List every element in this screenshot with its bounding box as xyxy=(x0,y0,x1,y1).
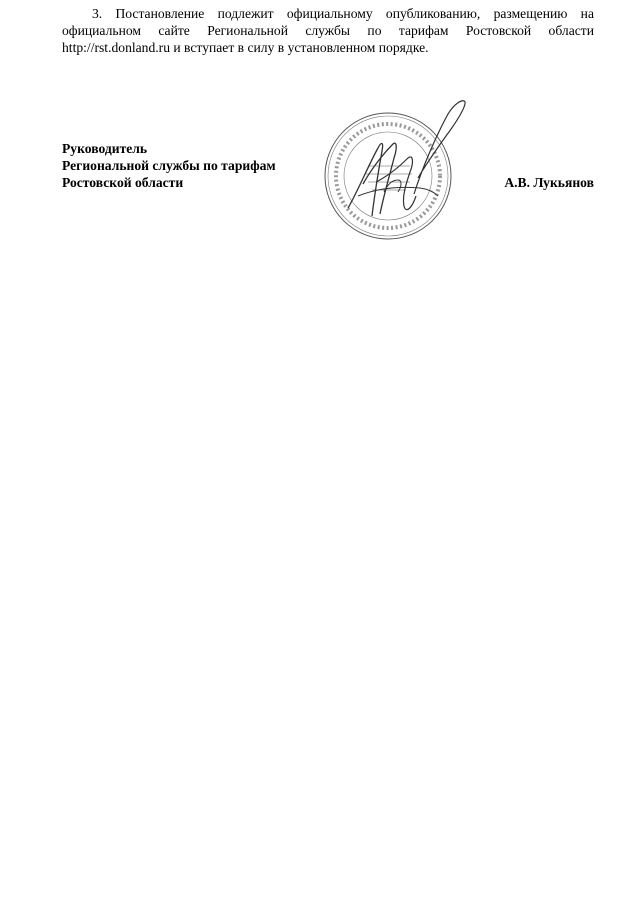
signer-position-line-2: Региональной службы по тарифам xyxy=(62,158,276,173)
official-seal-icon xyxy=(318,96,478,246)
signer-position-line-3: Ростовской области xyxy=(62,175,184,190)
signer-name: А.В. Лукьянов xyxy=(504,175,594,190)
paragraph-publication-clause: 3. Постановление подлежит официальному опубликованию, размещению на официальном сайте Региональной службы по тарифам Ростовской области http://rst.donland.ru и вступает в силу в установленном порядке. xyxy=(62,6,594,55)
signer-position-line-1: Руководитель xyxy=(62,141,148,156)
signer-position xyxy=(62,140,276,191)
